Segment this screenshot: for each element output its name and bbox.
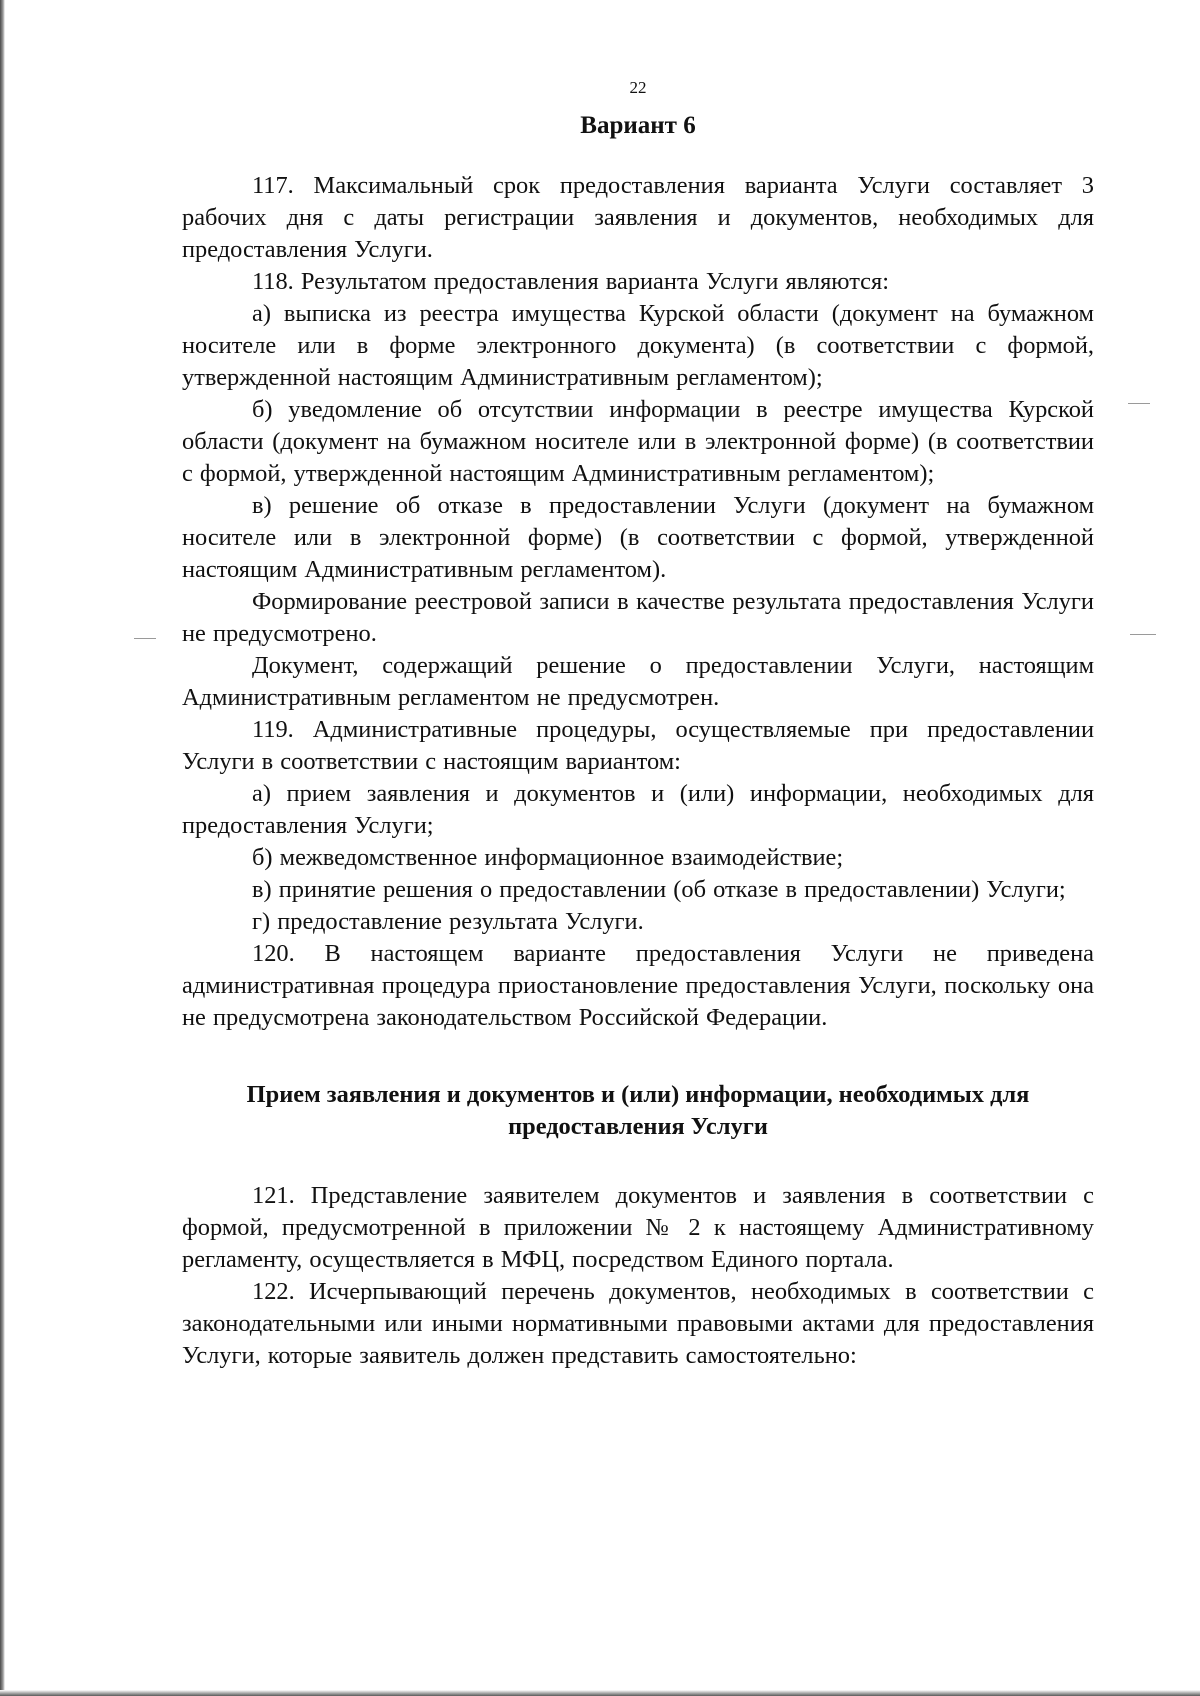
section-heading: Прием заявления и документов и (или) информации, необходимых для предоставления Услуги [246, 1081, 1030, 1140]
paragraph-117: 117. Максимальный срок предоставления варианта Услуги составляет 3 рабочих дня с даты регистрации заявления и документов, необходимых для предоставления Услуги. [182, 172, 1094, 263]
scan-speck [134, 638, 156, 639]
body-section-a [182, 170, 1094, 1034]
paragraph-120: 120. В настоящем варианте предоставления Услуги не приведена административная процедура приостановление предоставления Услуги, поскольку она не предусмотрена законодательством Российской Федерации. [182, 940, 1094, 1031]
paragraph-decision-document: Документ, содержащий решение о предоставлении Услуги, настоящим Административным регламентом не предусмотрен. [182, 652, 1094, 711]
scan-edge-bottom [0, 1690, 1200, 1696]
document-page [182, 78, 1094, 1372]
scan-speck [1128, 403, 1150, 404]
paragraph-122: 122. Исчерпывающий перечень документов, необходимых в соответствии с законодательными или иными нормативными правовыми актами для предоставления Услуги, которые заявитель должен представить самостоятельно: [182, 1278, 1094, 1369]
paragraph-121: 121. Представление заявителем документов и заявления в соответствии с формой, предусмотренной в приложении № 2 к настоящему Административному регламенту, осуществляется в МФЦ, посредством Единого портала. [182, 1182, 1094, 1273]
scan-speck [1130, 634, 1156, 635]
body-section-b [182, 1180, 1094, 1372]
paragraph-118-v: в) решение об отказе в предоставлении Услуги (документ на бумажном носителе или в электронной форме) (в соответствии с формой, утвержденной настоящим Административным регламентом). [182, 492, 1094, 583]
scan-edge-left [0, 0, 5, 1696]
paragraph-119-b: б) межведомственное информационное взаимодействие; [252, 844, 844, 871]
paragraph-118: 118. Результатом предоставления варианта Услуги являются: [252, 268, 889, 295]
paragraph-registry-record: Формирование реестровой записи в качестве результата предоставления Услуги не предусмотрено. [182, 588, 1094, 647]
paragraph-118-a: а) выписка из реестра имущества Курской области (документ на бумажном носителе или в форме электронного документа) (в соответствии с формой, утвержденной настоящим Административным регламентом); [182, 300, 1094, 391]
paragraph-119-g: г) предоставление результата Услуги. [252, 908, 644, 935]
paragraph-118-b: б) уведомление об отсутствии информации в реестре имущества Курской области (документ на бумажном носителе или в электронной форме) (в соответствии с формой, утвержденной настоящим Административным регламентом); [182, 396, 1094, 487]
variant-title: Вариант 6 [580, 112, 696, 139]
paragraph-119: 119. Административные процедуры, осуществляемые при предоставлении Услуги в соответствии с настоящим вариантом: [182, 716, 1094, 775]
paragraph-119-a: а) прием заявления и документов и (или) информации, необходимых для предоставления Услуги; [182, 780, 1094, 839]
page-number: 22 [629, 78, 647, 97]
paragraph-119-v: в) принятие решения о предоставлении (об отказе в предоставлении) Услуги; [252, 876, 1066, 903]
